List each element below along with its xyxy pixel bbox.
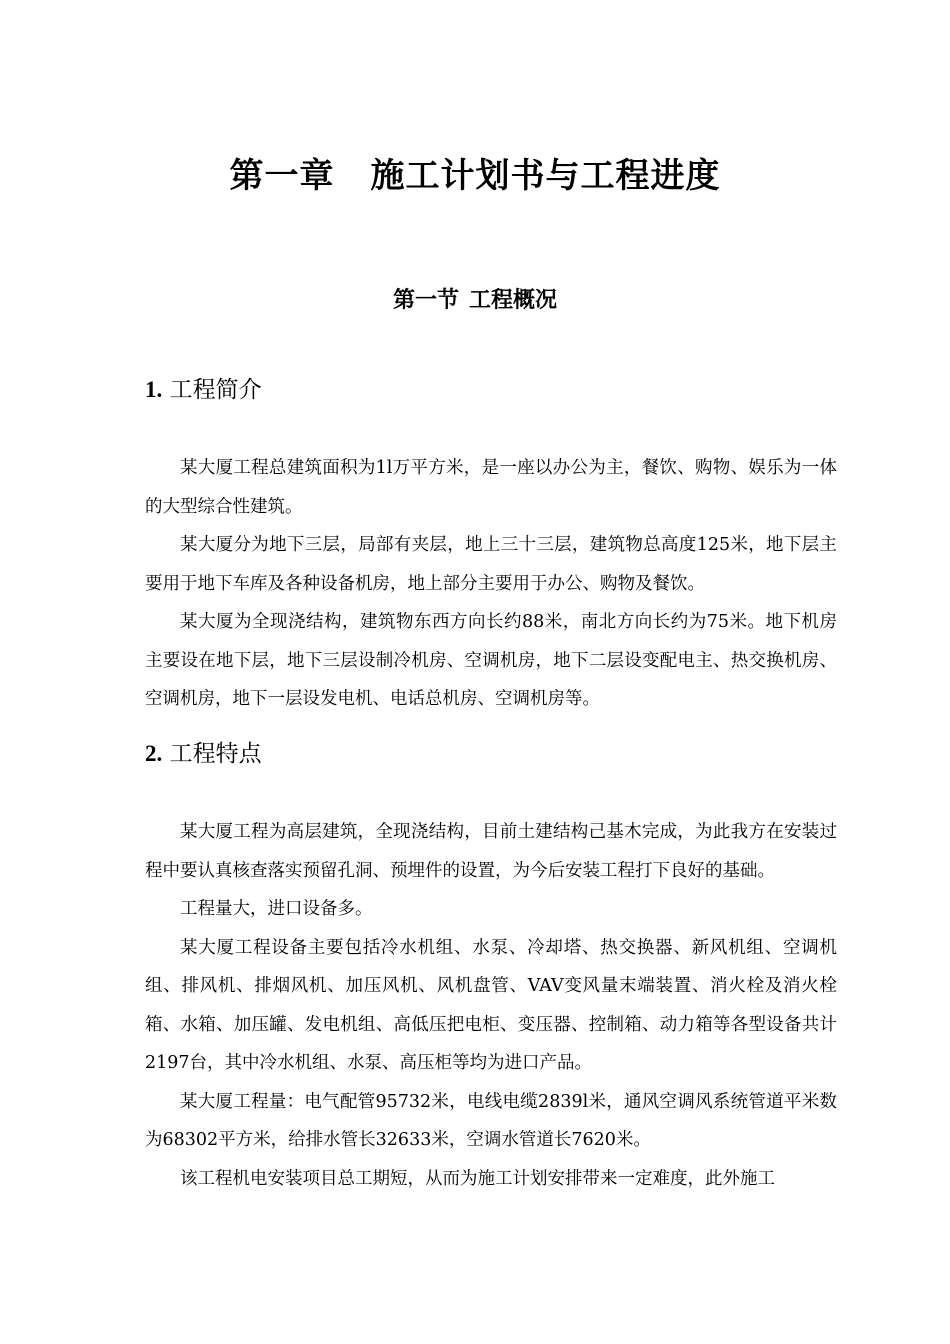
subsection-title: 工程特点 <box>169 741 262 767</box>
subsection-number: 2. <box>145 741 163 766</box>
paragraph: 某大厦为全现浇结构，建筑物东西方向长约88米，南北方向长约为75米。地下机房主要设在地下层，地下三层设制冷机房、空调机房，地下二层设变配电主、热交换机房、空调机房，地下一层设发电机、电话总机房、空调机房等。 <box>145 612 837 709</box>
paragraph: 某大厦分为地下三层，局部有夹层，地上三十三层，建筑物总高度125米，地下层主要用于地下车库及各种设备机房，地上部分主要用于办公、购物及餐饮。 <box>145 535 837 594</box>
section-title-text: 工程概况 <box>469 288 558 313</box>
subsection-title: 工程简介 <box>169 377 262 403</box>
paragraph: 某大厦工程设备主要包括冷水机组、水泵、冷却塔、热交换器、新风机组、空调机组、排风机、排烟风机、加压风机、风机盘管、VAV变风量末端装置、消火栓及消火栓箱、水箱、加压罐、发电机组、高低压把电柜、变压器、控制箱、动力箱等各型设备共计2197台，其中冷水机组、水泵、高压柜等均为进口产品。 <box>145 937 837 1073</box>
paragraph: 工程量大，进口设备多。 <box>180 899 373 919</box>
chapter-title <box>0 152 950 200</box>
section-title <box>0 284 950 318</box>
paragraph: 某大厦工程为高层建筑，全现浇结构，目前土建结构己基木完成，为此我方在安装过程中要认真核查落实预留孔洞、预埋件的设置，为今后安装工程打下良好的基础。 <box>145 822 837 881</box>
chapter-title-text: 施工计划书与工程进度 <box>370 156 721 196</box>
subsection-number: 1. <box>145 377 163 402</box>
paragraph: 该工程机电安装项目总工期短，从而为施工计划安排带来一定难度，此外施工 <box>180 1168 775 1189</box>
subsection-heading-2 <box>145 737 845 771</box>
section-label: 第一节 <box>392 288 459 313</box>
subsection-body-2 <box>145 813 837 1198</box>
paragraph: 某大厦工程量：电气配管95732米，电线电缆2839l米，通风空调风系统管道平米数为68302平方米，给排水管长32633米，空调水管道长7620米。 <box>145 1091 837 1150</box>
chapter-label: 第一章 <box>229 156 335 196</box>
subsection-body-1 <box>145 449 837 719</box>
subsection-heading-1 <box>145 373 845 407</box>
paragraph: 某大厦工程总建筑面积为1l万平方米，是一座以办公为主，餐饮、购物、娱乐为一体的大型综合性建筑。 <box>145 458 837 517</box>
